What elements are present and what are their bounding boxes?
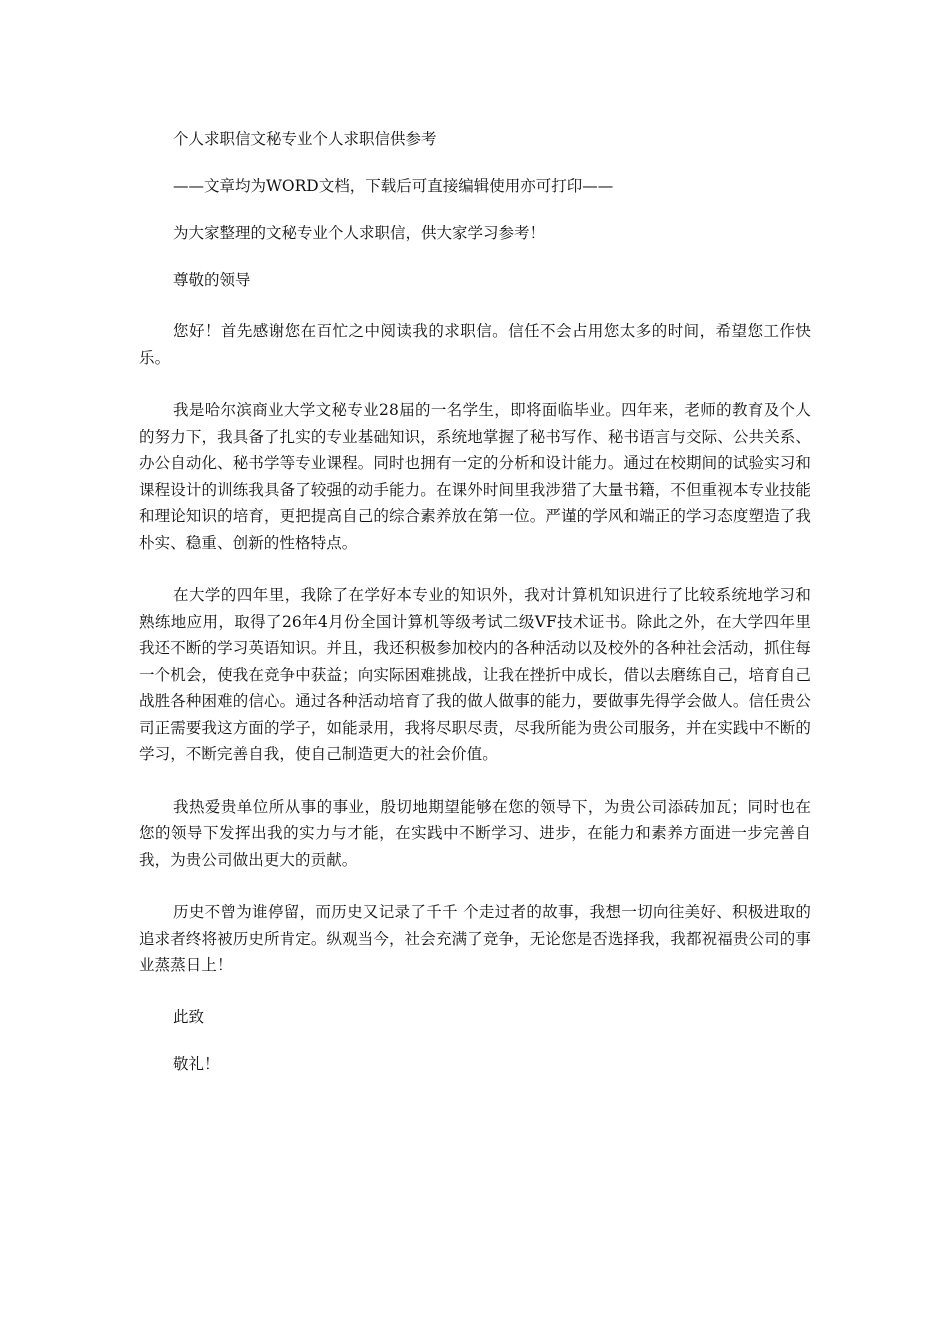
paragraph-conclusion: 历史不曾为谁停留，而历史又记录了千千 个走过者的故事，我想一切向往美好、积极进取的追求者终将被历史所肯定。纵观当今，社会充满了竞争，无论您是否选择我，我都祝福贵公司的事业蒸蒸日上！ (139, 903, 811, 974)
intro-text: 为大家整理的文秘专业个人求职信，供大家学习参考！ (173, 224, 546, 242)
paragraph-education: 我是哈尔滨商业大学文秘专业28届的一名学生，即将面临毕业。四年来，老师的教育及个人的努力下，我具备了扎实的专业基础知识，系统地掌握了秘书写作、秘书语言与交际、公共关系、办公自动化、秘书学等专业课程。同时也拥有一定的分析和设计能力。通过在校期间的试验实习和课程设计的训练我具备了较强的动手能力。在课外时间里我涉猎了大量书籍，不但重视本专业技能和理论知识的培育，更把提高自己的综合素养放在第一位。严谨的学风和端正的学习态度塑造了我朴实、稳重、创新的性格特点。 (139, 401, 811, 552)
document-subtitle: ——文章均为WORD文档，下载后可直接编辑使用亦可打印—— (173, 177, 614, 195)
closing-salute: 敬礼！ (173, 1054, 220, 1073)
paragraph-skills: 在大学的四年里，我除了在学好本专业的知识外，我对计算机知识进行了比较系统地学习和熟练地应用，取得了26年4月份全国计算机等级考试二级VF技术证书。除此之外，在大学四年里我还不断的学习英语知识。并且，我还积极参加校内的各种活动以及校外的各种社会活动，抓住每一个机会，使我在竞争中获益；向实际困难挑战，让我在挫折中成长，借以去磨练自己，培育自己战胜各种困难的信心。通过各种活动培育了我的做人做事的能力，要做事先得学会做人。信任贵公司正需要我这方面的学子，如能录用，我将尽职尽责，尽我所能为贵公司服务，并在实践中不断的学习，不断完善自我，使自己制造更大的社会价值。 (139, 586, 811, 763)
letter-body (139, 124, 811, 1079)
paragraph-greeting: 您好！首先感谢您在百忙之中阅读我的求职信。信任不会占用您太多的时间，希望您工作快乐。 (139, 322, 811, 367)
closing-respectfully: 此致 (173, 1007, 205, 1026)
paragraph-aspiration: 我热爱贵单位所从事的事业，殷切地期望能够在您的领导下，为贵公司添砖加瓦；同时也在您的领导下发挥出我的实力与才能，在实践中不断学习、进步，在能力和素养方面进一步完善自我，为贵公司做出更大的贡献。 (139, 797, 811, 869)
salutation: 尊敬的领导 (173, 271, 251, 289)
document-title: 个人求职信文秘专业个人求职信供参考 (173, 130, 437, 148)
